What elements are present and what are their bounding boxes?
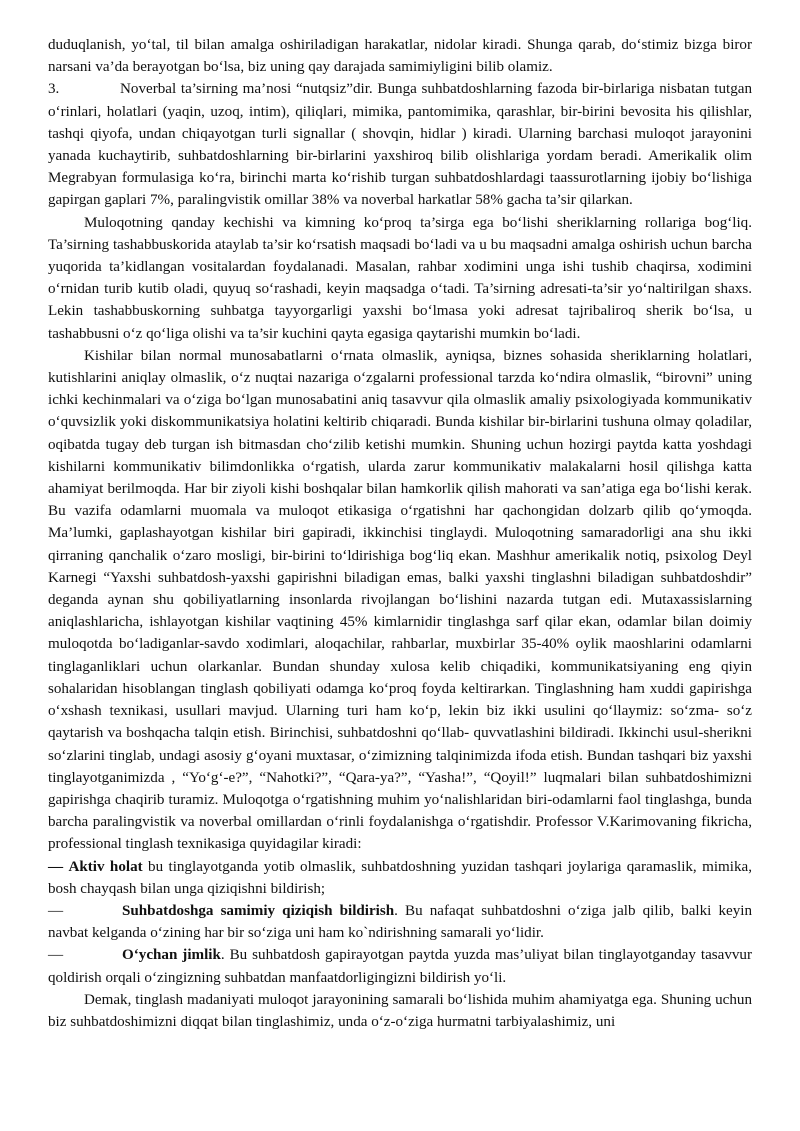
list-dash: — [48,858,64,875]
list-item-thoughtful-silence [48,944,752,988]
paragraph-numbered-3-text: Noverbal ta’sirning ma’nosi “nutqsiz”dir. Bunga suhbatdoshlarning fazoda bir-birlariga nisbatan tutgan o‘rinlari, holatlari (yaqin, uzoq, intim), qiliqlari, mimika, pantomimika, qarashlar, bir-birini bevosita his qilishlar, tashqi qiyofa, undan chiqayotgan turli signallar ( shovqin, hidlar ) kiradi. Ularning barchasi muloqot jarayonini yanada kuchaytirib, suhbatdoshlarning bir-birlarini yaxshiroq bilib olishlariga yordam beradi. Amerikalik olim Megrabyan formulasiga ko‘ra, birinchi marta ko‘rishib turgan suhbatdoshlardagi taassurotlarning ijobiy bo‘lishiga gapirgan gaplari 7%, paralingvistik omillar 38% va noverbal harkatlar 58% gacha ta’sir qilarkan. [48,81,752,209]
list-item-text: . Bu suhbatdosh gapirayotgan paytda yuzda mas’uliyat bilan tinglayotganday tasavvur qoldirish orqali o‘zingizning suhbatdan manfaatdorligingizni bildirish yo‘li. [48,947,753,986]
list-item-text: bu tinglayotganda yotib olmaslik, suhbatdoshning yuzidan tashqari joylariga qaramaslik, mimika, bosh chayqash bilan unga qiziqishni bildirish; [48,858,752,897]
list-number: 3. [48,81,60,98]
list-item-bold-label: Aktiv holat [68,858,143,875]
paragraph-communication: Kishilar bilan normal munosabatlarni o‘rnata olmaslik, ayniqsa, biznes sohasida sheriklarning holatlari, kutishlarini aniqlay olmaslik, o‘z nuqtai nazariga o‘zgalarni professional tarzda ko‘ndira olmaslik, “birovni” uning ichki kechinmalari va o‘ziga bo‘lgan munosabatini aniq tasavvur qila olmaslik amaliy psixologiyada kommunikativ o‘quvsizlik yoki diskommunikatsiya holatini keltirib chiqaradi. Bunda kishilar bir-birlarini tushuna olmay qoladilar, oqibatda tugay deb turgan ish bitmasdan cho‘zilib ketishi mumkin. Shuning uchun hozirgi paytda katta yoshdagi kishilarni kommunikativ bilimdonlikka o‘rgatish, ularda zarur kommunikativ malakalarni hosil qilishga katta ahamiyat berilmoqda. Har bir ziyoli kishi boshqalar bilan hamkorlik qilish mahorati va san’atiga ega bo‘lishi kerak. Bu vazifa odamlarni muomala va muloqot etikasiga o‘rgatishni har qachongidan dolzarb qilib qo‘ymoqda. Ma’lumki, gaplashayotgan kishilar biri gapiradi, ikkinchisi tinglaydi. Muloqotning samaradorligi ana shu ikki qirraning qanchalik o‘zaro mosligi, bir-birini to‘ldirishiga bog‘liq ekan. Mashhur amerikalik notiq, psixolog Deyl Karnegi “Yaxshi suhbatdosh-yaxshi gapirishni biladigan emas, balki yaxshi tinglashni biladigan suhbatdoshdir” deganda aynan shu qobiliyatlarning insonlarda rivojlangan bo‘lishini nazarda tutgan edi. Mutaxassislarning aniqlashlaricha, ishlayotgan kishilar vaqtining 45% kimlarnidir tinglashga sarf qilar ekan, odamlar bilan doimiy muloqotda bo‘ladiganlar-savdo xodimlari, aloqachilar, rahbarlar, muxbirlar 35-40% oylik maoshlarini odamlarni tinglaganliklari uchun olarkanlar. Bundan shunday xulosa kelib chiqadiki, kommunikatsiyaning eng qiyin sohalaridan hisoblangan tinglash qobiliyati odamga ko‘proq foyda keltirarkan. Tinglashning ham xuddi gapirishga o‘xshash texnikasi, usullari mavjud. Ularning turi ham ko‘p, lekin biz ikki usulini qo‘llaymiz: so‘zma- so‘z qaytarish va boshqacha talqin etish. Birinchisi, suhbatdoshni qo‘llab- quvvatlashini bildiradi. Ikkinchi usul-sherikni so‘zlarini tinglab, undagi asosiy g‘oyani muxtasar, o‘zimizning talqinimizda ifoda etish. Bundan tashqari biz yaxshi tinglayotganimizda , “Yo‘g‘-e?”, “Nahotki?”, “Qara-ya?”, “Yasha!”, “Qoyil!” luqmalari bilan suhbatdoshimizni gapirishga chaqirib turamiz. Muloqotga o‘rgatishning muhim yo‘nalishlaridan biri-odamlarni faol tinglashga, bunda barcha paralingvistik va noverbal omillardan o‘rinli foydalanishga o‘rgatishdir. Professor V.Karimovaning fikricha, professional tinglash texnikasiga quyidagilar kiradi: [48,347,752,853]
paragraph-intro: duduqlanish, yo‘tal, til bilan amalga oshiriladigan harakatlar, nidolar kiradi. Shunga qarab, do‘stimiz bizga biror narsani va’da berayotgan bo‘lsa, biz uning qay darajada samimiyligini bilib olamiz. [48,37,752,76]
list-item-bold-label: O‘ychan jimlik [122,947,221,964]
paragraph-roles: Muloqotning qanday kechishi va kimning ko‘proq ta’sirga ega bo‘lishi sheriklarning rollariga bog‘liq. Ta’sirning tashabbuskorida ataylab ta’sir ko‘rsatish maqsadi bo‘ladi va u bu maqsadni amalga oshirish uchun barcha yuqorida ta’kidlangan vositalardan foydalanadi. Masalan, rahbar xodimini unga ishi tushib chaqirsa, xodimini o‘rnidan turib kutib oladi, quyuq so‘rashadi, keyin maqsadga o‘tadi. Ta’sirning adresati-ta’sir yo‘naltirilgan shaxs. Lekin tashabbuskorning suhbatga tayyorgarligi yaxshi bo‘lmasa yoki adresat tajribaliroq sherik bo‘lsa, u tashabbusni o‘z qo‘liga olishi va ta’sir kuchini qayta egasiga qaytarishi mumkin bo‘ladi. [48,214,752,342]
list-item-active-state [48,856,752,900]
document-page [48,34,752,1033]
list-dash: — [48,902,64,919]
paragraph-conclusion: Demak, tinglash madaniyati muloqot jarayonining samarali bo‘lishida muhim ahamiyatga ega. Shuning uchun biz suhbatdoshimizni diqqat bilan tinglashimiz, unda o‘z-o‘ziga hurmatni tarbiyalashimiz, uni [48,991,752,1030]
paragraph-numbered-3 [48,78,752,211]
list-item-sincere-interest [48,900,752,944]
list-dash: — [48,947,64,964]
list-item-bold-label: Suhbatdoshga samimiy qiziqish bildirish [122,902,395,919]
list-item-text: . Bu nafaqat suhbatdoshni o‘ziga jalb qilib, balki keyin navbat kelganda o‘zining har bir so‘ziga uni ham ko`ndirishning samarali yo‘lidir. [48,902,752,942]
